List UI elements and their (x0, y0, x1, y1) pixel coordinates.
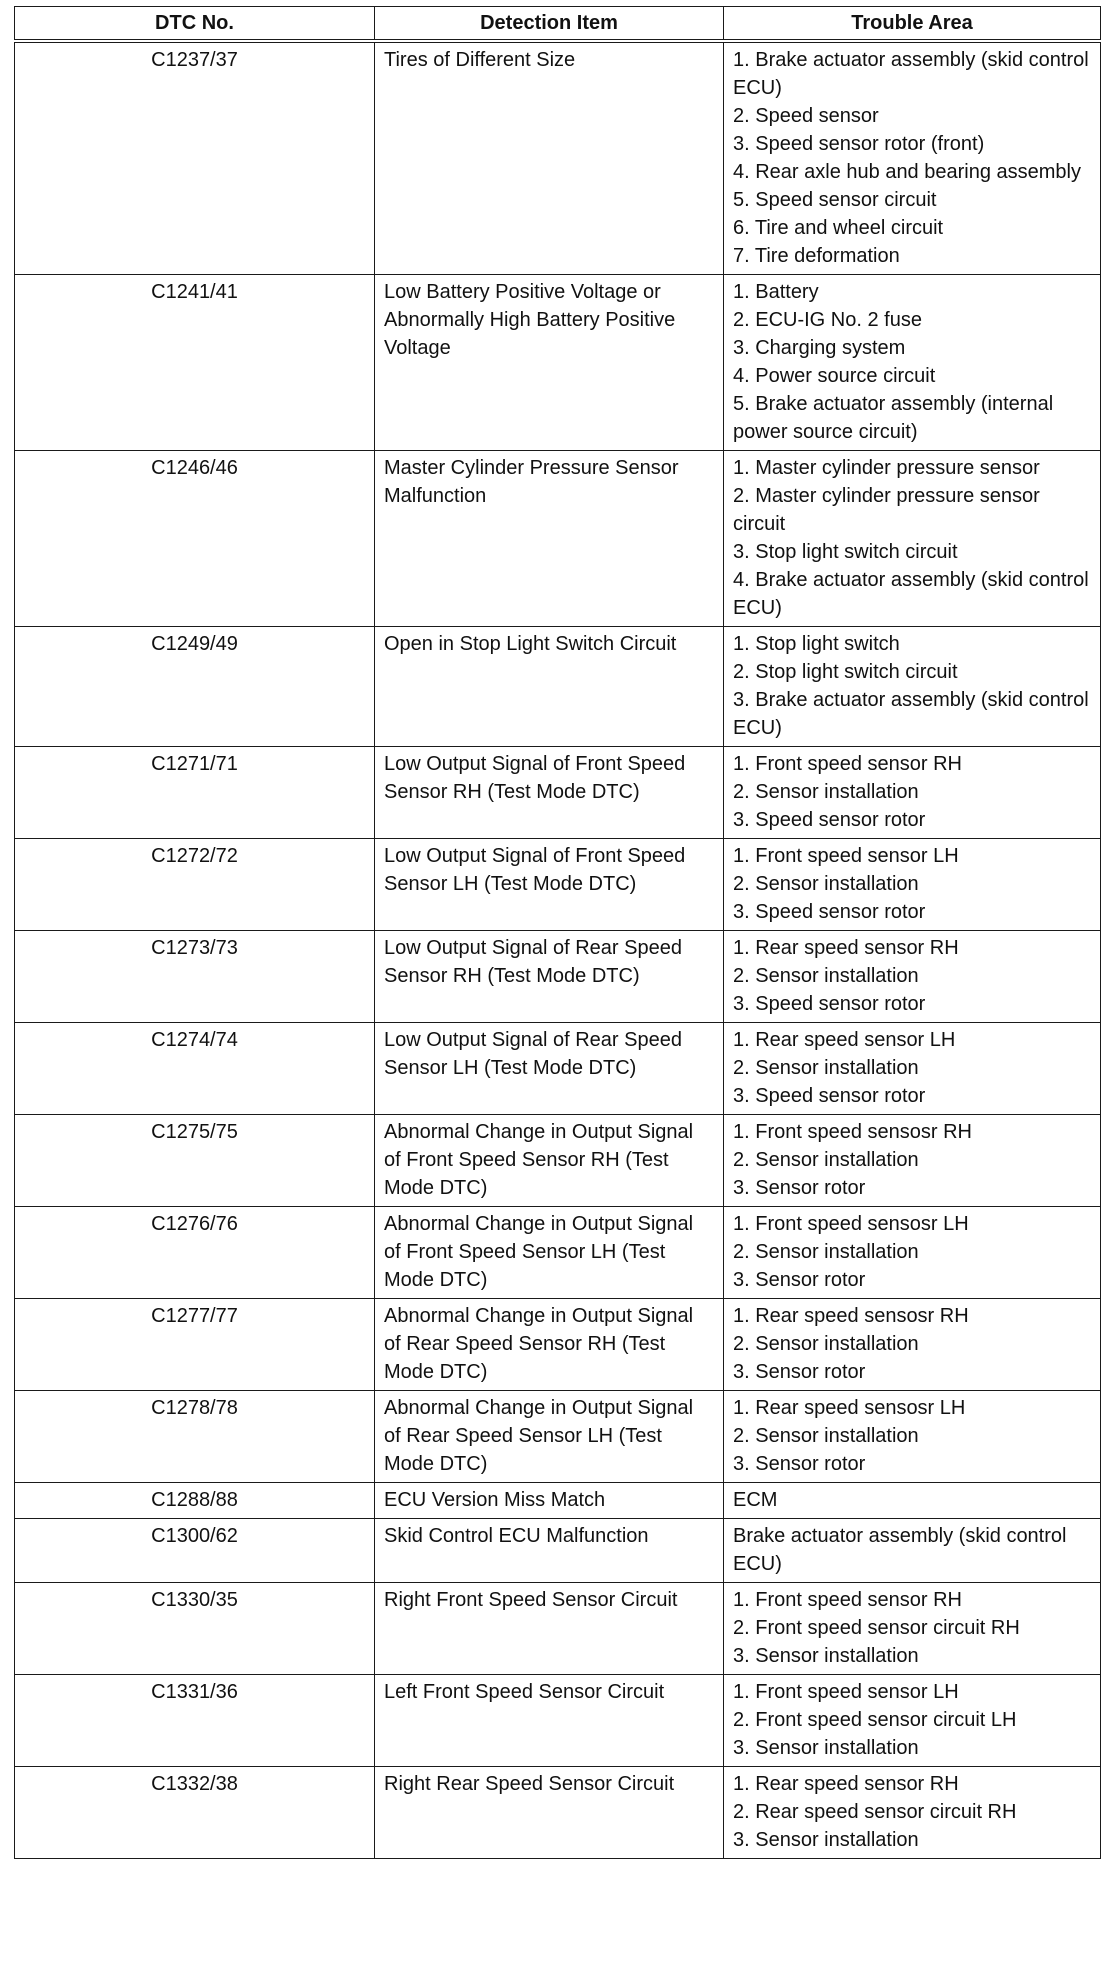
trouble-area-entry: 1. Brake actuator assembly (skid control ECU) (733, 49, 1089, 99)
trouble-area-entry: 1. Rear speed sensosr RH (733, 1305, 969, 1327)
trouble-area-entry: 1. Rear speed sensosr LH (733, 1397, 966, 1419)
detection-item-cell: Abnormal Change in Output Signal of Front Speed Sensor LH (Test Mode DTC) (375, 1207, 724, 1299)
trouble-area-entry: 1. Front speed sensosr LH (733, 1213, 969, 1235)
trouble-area-cell (724, 1675, 1101, 1767)
trouble-area-cell (724, 627, 1101, 747)
dtc-code-cell: C1246/46 (15, 451, 375, 627)
detection-item-cell: Right Front Speed Sensor Circuit (375, 1583, 724, 1675)
dtc-code-cell: C1271/71 (15, 747, 375, 839)
trouble-area-entry: 3. Speed sensor rotor (733, 1085, 926, 1107)
trouble-area-entry: 3. Sensor rotor (733, 1453, 866, 1475)
trouble-area-entry: 4. Power source circuit (733, 365, 936, 387)
trouble-area-entry: 3. Stop light switch circuit (733, 541, 958, 563)
trouble-area-entry: 3. Speed sensor rotor (733, 901, 926, 923)
trouble-area-entry: Brake actuator assembly (skid control ECU) (733, 1525, 1067, 1575)
trouble-area-cell (724, 1115, 1101, 1207)
dtc-code-cell: C1273/73 (15, 931, 375, 1023)
table-row (15, 931, 1101, 1023)
detection-item-cell: Abnormal Change in Output Signal of Rear Speed Sensor LH (Test Mode DTC) (375, 1391, 724, 1483)
trouble-area-entry: 1. Rear speed sensor RH (733, 937, 959, 959)
trouble-area-entry: 3. Speed sensor rotor (733, 993, 926, 1015)
detection-item-cell: Low Output Signal of Front Speed Sensor RH (Test Mode DTC) (375, 747, 724, 839)
dtc-code-cell: C1249/49 (15, 627, 375, 747)
table-row (15, 1207, 1101, 1299)
dtc-code-cell: C1278/78 (15, 1391, 375, 1483)
table-row (15, 1519, 1101, 1583)
trouble-area-entry: 4. Rear axle hub and bearing assembly (733, 161, 1081, 183)
dtc-code-cell: C1277/77 (15, 1299, 375, 1391)
trouble-area-entry: 1. Front speed sensosr RH (733, 1121, 972, 1143)
detection-item-cell: Skid Control ECU Malfunction (375, 1519, 724, 1583)
trouble-area-entry: 2. Sensor installation (733, 1057, 919, 1079)
header-trouble-area: Trouble Area (724, 7, 1101, 42)
dtc-code-cell: C1332/38 (15, 1767, 375, 1859)
trouble-area-entry: 2. Rear speed sensor circuit RH (733, 1801, 1017, 1823)
trouble-area-entry: 2. Master cylinder pressure sensor circuit (733, 485, 1040, 535)
trouble-area-entry: 1. Rear speed sensor LH (733, 1029, 956, 1051)
detection-item-cell: Tires of Different Size (375, 41, 724, 275)
detection-item-cell: Open in Stop Light Switch Circuit (375, 627, 724, 747)
trouble-area-entry: 5. Brake actuator assembly (internal power source circuit) (733, 393, 1054, 443)
table-row (15, 1115, 1101, 1207)
trouble-area-entry: 3. Sensor installation (733, 1829, 919, 1851)
table-body (15, 41, 1101, 1859)
dtc-code-cell: C1274/74 (15, 1023, 375, 1115)
trouble-area-entry: 3. Sensor installation (733, 1737, 919, 1759)
detection-item-cell: Master Cylinder Pressure Sensor Malfunction (375, 451, 724, 627)
table-row (15, 1299, 1101, 1391)
trouble-area-entry: 2. ECU-IG No. 2 fuse (733, 309, 922, 331)
trouble-area-entry: 3. Speed sensor rotor (front) (733, 133, 985, 155)
trouble-area-entry: 3. Sensor rotor (733, 1177, 866, 1199)
trouble-area-entry: 3. Sensor installation (733, 1645, 919, 1667)
dtc-table-container (14, 6, 1100, 1859)
trouble-area-entry: 2. Front speed sensor circuit RH (733, 1617, 1020, 1639)
trouble-area-cell (724, 41, 1101, 275)
dtc-code-cell: C1330/35 (15, 1583, 375, 1675)
trouble-area-entry: 5. Speed sensor circuit (733, 189, 937, 211)
trouble-area-entry: 1. Battery (733, 281, 819, 303)
dtc-code-cell: C1272/72 (15, 839, 375, 931)
table-row (15, 1583, 1101, 1675)
trouble-area-entry: 2. Sensor installation (733, 965, 919, 987)
trouble-area-cell (724, 451, 1101, 627)
trouble-area-entry: 3. Speed sensor rotor (733, 809, 926, 831)
trouble-area-entry: 1. Master cylinder pressure sensor (733, 457, 1040, 479)
table-row (15, 275, 1101, 451)
trouble-area-entry: 1. Front speed sensor RH (733, 753, 962, 775)
trouble-area-entry: 7. Tire deformation (733, 245, 900, 267)
trouble-area-cell (724, 1767, 1101, 1859)
table-row (15, 839, 1101, 931)
detection-item-cell: Abnormal Change in Output Signal of Front Speed Sensor RH (Test Mode DTC) (375, 1115, 724, 1207)
trouble-area-entry: 3. Sensor rotor (733, 1361, 866, 1383)
table-row (15, 747, 1101, 839)
trouble-area-entry: 2. Stop light switch circuit (733, 661, 958, 683)
trouble-area-entry: 2. Sensor installation (733, 1425, 919, 1447)
dtc-code-cell: C1275/75 (15, 1115, 375, 1207)
detection-item-cell: ECU Version Miss Match (375, 1483, 724, 1519)
trouble-area-cell (724, 1207, 1101, 1299)
trouble-area-cell (724, 1483, 1101, 1519)
trouble-area-entry: 1. Front speed sensor LH (733, 845, 959, 867)
trouble-area-entry: 1. Front speed sensor LH (733, 1681, 959, 1703)
trouble-area-cell (724, 1583, 1101, 1675)
dtc-table (14, 6, 1101, 1859)
detection-item-cell: Left Front Speed Sensor Circuit (375, 1675, 724, 1767)
trouble-area-entry: 6. Tire and wheel circuit (733, 217, 944, 239)
trouble-area-entry: 2. Sensor installation (733, 781, 919, 803)
trouble-area-entry: 2. Sensor installation (733, 1333, 919, 1355)
trouble-area-cell (724, 1391, 1101, 1483)
trouble-area-entry: 4. Brake actuator assembly (skid control ECU) (733, 569, 1089, 619)
trouble-area-entry: 3. Brake actuator assembly (skid control ECU) (733, 689, 1089, 739)
trouble-area-cell (724, 275, 1101, 451)
table-row (15, 1675, 1101, 1767)
detection-item-cell: Right Rear Speed Sensor Circuit (375, 1767, 724, 1859)
detection-item-cell: Low Output Signal of Front Speed Sensor LH (Test Mode DTC) (375, 839, 724, 931)
trouble-area-entry: 3. Sensor rotor (733, 1269, 866, 1291)
trouble-area-cell (724, 931, 1101, 1023)
trouble-area-cell (724, 1299, 1101, 1391)
header-row (15, 7, 1101, 42)
table-row (15, 1391, 1101, 1483)
trouble-area-entry: 2. Sensor installation (733, 1149, 919, 1171)
trouble-area-entry: 1. Rear speed sensor RH (733, 1773, 959, 1795)
dtc-code-cell: C1237/37 (15, 41, 375, 275)
trouble-area-entry: ECM (733, 1489, 778, 1511)
dtc-code-cell: C1241/41 (15, 275, 375, 451)
table-row (15, 1023, 1101, 1115)
trouble-area-entry: 2. Front speed sensor circuit LH (733, 1709, 1017, 1731)
table-row (15, 627, 1101, 747)
header-dtc-no: DTC No. (15, 7, 375, 42)
dtc-code-cell: C1300/62 (15, 1519, 375, 1583)
trouble-area-cell (724, 747, 1101, 839)
trouble-area-entry: 2. Sensor installation (733, 1241, 919, 1263)
trouble-area-entry: 2. Speed sensor (733, 105, 879, 127)
dtc-code-cell: C1331/36 (15, 1675, 375, 1767)
trouble-area-entry: 1. Stop light switch (733, 633, 900, 655)
table-row (15, 451, 1101, 627)
trouble-area-cell (724, 1519, 1101, 1583)
dtc-code-cell: C1288/88 (15, 1483, 375, 1519)
detection-item-cell: Low Output Signal of Rear Speed Sensor RH (Test Mode DTC) (375, 931, 724, 1023)
header-detection-item: Detection Item (375, 7, 724, 42)
detection-item-cell: Low Output Signal of Rear Speed Sensor LH (Test Mode DTC) (375, 1023, 724, 1115)
table-row (15, 1483, 1101, 1519)
table-row (15, 41, 1101, 275)
detection-item-cell: Low Battery Positive Voltage or Abnormally High Battery Positive Voltage (375, 275, 724, 451)
trouble-area-cell (724, 839, 1101, 931)
trouble-area-entry: 1. Front speed sensor RH (733, 1589, 962, 1611)
detection-item-cell: Abnormal Change in Output Signal of Rear Speed Sensor RH (Test Mode DTC) (375, 1299, 724, 1391)
dtc-code-cell: C1276/76 (15, 1207, 375, 1299)
trouble-area-entry: 3. Charging system (733, 337, 906, 359)
trouble-area-cell (724, 1023, 1101, 1115)
table-header (15, 7, 1101, 42)
table-row (15, 1767, 1101, 1859)
trouble-area-entry: 2. Sensor installation (733, 873, 919, 895)
